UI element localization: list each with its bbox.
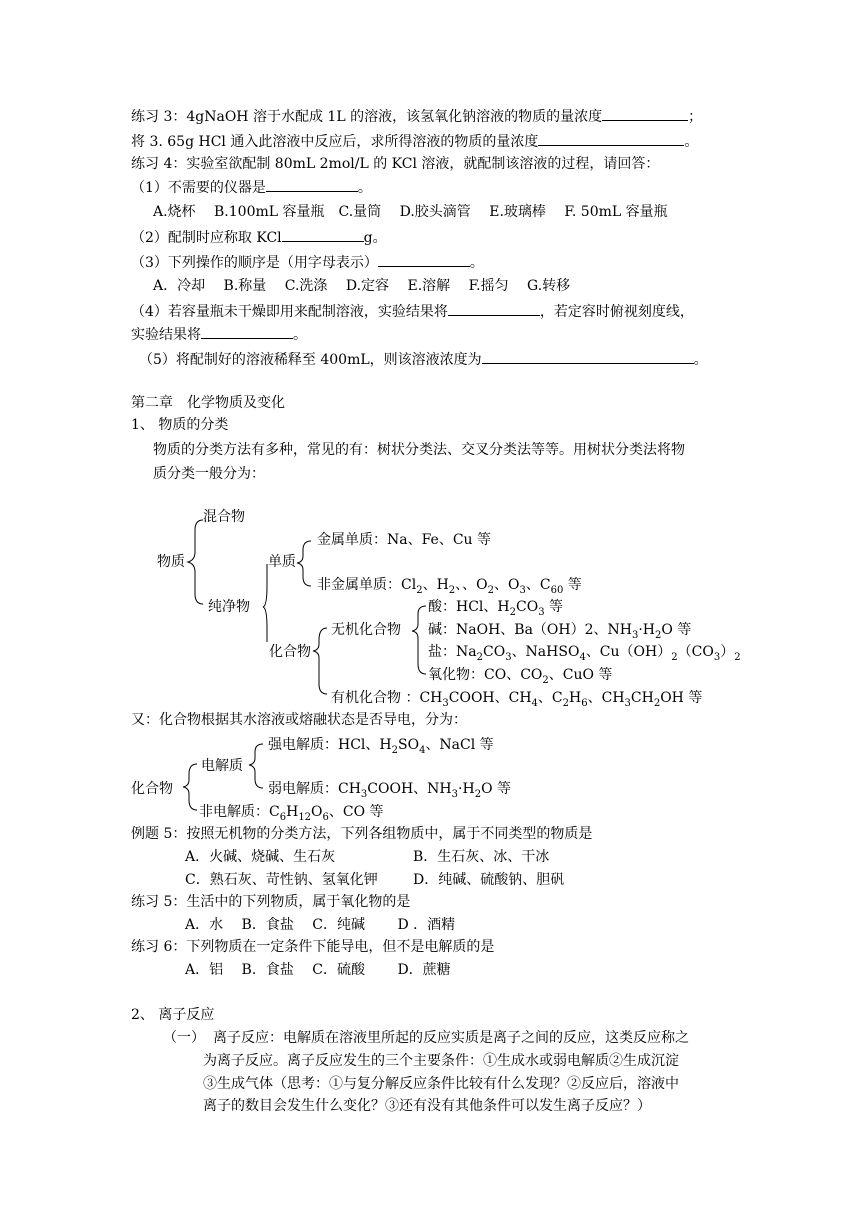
section-2-label: （一） xyxy=(163,1030,205,1046)
electro-weak: 弱电解质：$CH_3COOH$、$NH_3\cdot H_2O$ 等 xyxy=(268,781,511,800)
tree-base: 碱：NaOH、Ba（OH）2、$NH_3\cdot H_2O$ 等 xyxy=(428,622,692,641)
tree-metal: 金属单质：Na、Fe、Cu 等 xyxy=(317,532,492,548)
ex4-q4-cont: 实验结果将 。 xyxy=(131,324,307,345)
ex4-q3-options: A．冷却 B.称量 C.洗涤 D.定容 E.溶解 F.摇匀 G.转移 xyxy=(153,278,571,294)
practice6-options[interactable]: A．铝 B．食盐 C．硫酸 D．蔗糖 xyxy=(185,962,451,978)
section-1-para-cont: 质分类一般分为： xyxy=(153,466,265,482)
ex4-q3: （3）下列操作的顺序是（用字母表示） 。 xyxy=(131,252,484,273)
section-2-line3: ③生成气体（思考：①与复分解反应条件比较有什么发现？②反应后，溶液中 xyxy=(203,1076,679,1092)
section-2-line2: 为离子反应。离子反应发生的三个主要条件：①生成水或弱电解质②生成沉淀 xyxy=(203,1053,679,1069)
section-2-line1: 离子反应：电解质在溶液里所起的反应实质是离子之间的反应，这类反应称之 xyxy=(213,1030,689,1046)
ex4-q2: （2）配制时应称取 KCl g。 xyxy=(131,227,387,248)
electro-intro: 又：化合物根据其水溶液或熔融状态是否导电，分为： xyxy=(131,712,467,728)
ex4-q1: （1）不需要的仪器是 。 xyxy=(131,177,372,198)
example5-option-d[interactable]: D．纯碱、硫酸钠、胆矾 xyxy=(413,872,565,888)
tree-mixture: 混合物 xyxy=(203,509,245,525)
tree-acid: 酸：HCl、$H_2CO_3$ 等 xyxy=(428,599,564,618)
section-2-title: 2、 离子反应 xyxy=(131,1007,215,1023)
tree-nonmetal: 非金属单质：$Cl_2$、$H_2$、、$O_2$、$O_3$、$C_{60}$ 等 xyxy=(317,577,582,596)
example5-option-c[interactable]: C．熟石灰、苛性钠、氢氧化钾 xyxy=(185,872,378,888)
ex3-line1: 练习 3：4gNaOH 溶于水配成 1L 的溶液，该氢氧化钠溶液的物质的量浓度 ； xyxy=(131,106,702,127)
electro-electrolyte: 电解质 xyxy=(201,758,243,774)
section-1-para: 物质的分类方法有多种，常见的有：树状分类法、交叉分类法等等。用树状分类法将物 xyxy=(153,442,685,458)
tree-root: 物质 xyxy=(157,554,185,570)
electro-strong: 强电解质：HCl、$H_2SO_4$、NaCl 等 xyxy=(268,737,494,756)
tree-compound: 化合物 xyxy=(269,644,311,660)
practice5-stem: 练习 5：生活中的下列物质，属于氧化物的是 xyxy=(131,894,411,910)
ex4-q1-options: A.烧杯 B.100mL 容量瓶 C.量筒 D.胶头滴管 E.玻璃棒 F. 50mL 容量瓶 xyxy=(153,204,668,220)
electro-root: 化合物 xyxy=(131,781,173,797)
tree-organic: 有机化合物 ：$CH_3COOH$、$CH_4$、$C_2H_6$、$CH_3CH_2OH$ 等 xyxy=(331,690,703,709)
ex3-line2: 将 3. 65g HCl 通入此溶液中反应后，求所得溶液的物质的量浓度 。 xyxy=(131,131,698,152)
section-1-title: 1、 物质的分类 xyxy=(131,417,229,433)
example5-option-a[interactable]: A．火碱、烧碱、生石灰 xyxy=(185,849,336,865)
example5-option-b[interactable]: B．生石灰、冰、干冰 xyxy=(413,849,550,865)
tree-salt: 盐：$Na_2CO_3$、NaHSO$_4$、$Cu(OH)_2(CO_3)_2$ xyxy=(428,644,741,663)
ex4-q5: （5）将配制好的溶液稀释至 400mL，则该溶液浓度为 。 xyxy=(139,349,708,370)
tree-element: 单质 xyxy=(268,554,296,570)
ex4-q4: （4）若容量瓶未干燥即用来配制溶液，实验结果将 ，若定容时俯视刻度线， xyxy=(131,301,694,322)
ex4-intro: 练习 4：实验室欲配制 80mL 2mol/L 的 KCl 溶液，就配制该溶液的过程，请回答： xyxy=(131,156,660,172)
section-2-line4: 离子的数目会发生什么变化？③还有没有其他条件可以发生离子反应？） xyxy=(203,1098,651,1114)
example5-stem: 例题 5：按照无机物的分类方法，下列各组物质中，属于不同类型的物质是 xyxy=(131,826,593,842)
practice6-stem: 练习 6：下列物质在一定条件下能导电，但不是电解质的是 xyxy=(131,939,495,955)
chapter-title: 第二章 化学物质及变化 xyxy=(131,395,285,411)
tree-pure: 纯净物 xyxy=(208,599,250,615)
electro-nonelectrolyte: 非电解质：$C_6H_{12}O_6$、CO 等 xyxy=(199,804,384,823)
practice5-options[interactable]: A．水 B．食盐 C．纯碱 D ．酒精 xyxy=(185,917,456,933)
tree-inorganic: 无机化合物 xyxy=(331,622,401,638)
tree-oxide: 氧化物：CO、$CO_2$、CuO 等 xyxy=(428,667,613,686)
